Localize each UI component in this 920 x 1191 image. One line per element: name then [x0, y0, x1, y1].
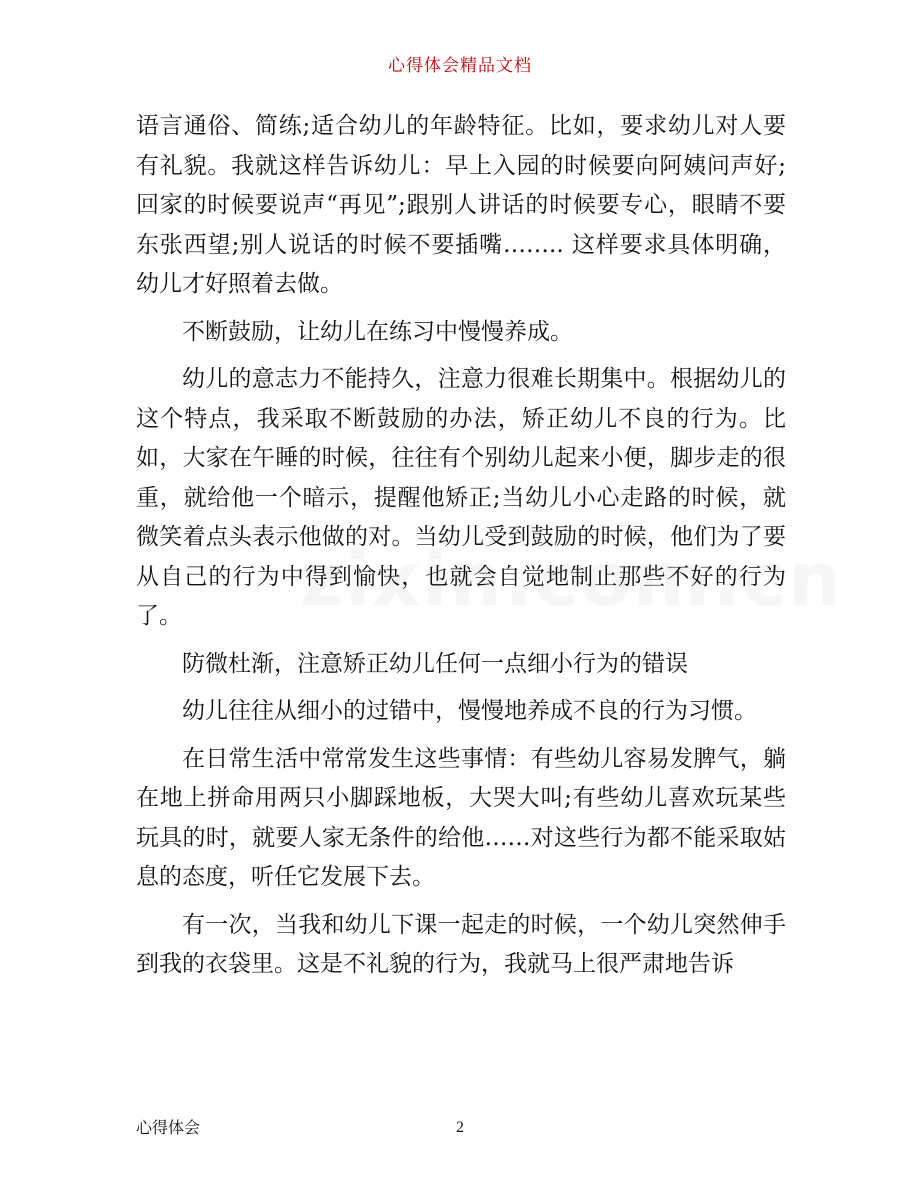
paragraph: 有一次，当我和幼儿下课一起走的时候，一个幼儿突然伸手到我的衣袋里。这是不礼貌的行为，我就马上很严肃地告诉 [136, 911, 786, 977]
paragraph: 语言通俗、简练;适合幼儿的年龄特征。比如，要求幼儿对人要有礼貌。我就这样告诉幼儿：早上入园的时候要向阿姨问声好;回家的时候要说声“再见”;跟别人讲话的时候要专心，眼睛不要东张西望;别人说话的时候不要插嘴…….. 这样要求具体明确，幼儿才好照着去做。 [136, 113, 786, 297]
paragraph: 幼儿往往从细小的过错中，慢慢地养成不良的行为习惯。 [182, 698, 757, 724]
document-body [136, 107, 786, 993]
paragraph: 防微杜渐，注意矫正幼儿任何一点细小行为的错误 [182, 650, 688, 677]
paragraph: 不断鼓励，让幼儿在练习中慢慢养成。 [182, 318, 573, 345]
paragraph: 幼儿的意志力不能持久，注意力很难长期集中。根据幼儿的这个特点，我采取不断鼓励的办法，矫正幼儿不良的行为。比如，大家在午睡的时候，往往有个别幼儿起来小便，脚步走的很重，就给他一个暗示，提醒他矫正;当幼儿小心走路的时候，就微笑着点头表示他做的对。当幼儿受到鼓励的时候，他们为了要从自己的行为中得到愉快，也就会自觉地制止那些不好的行为了。 [136, 366, 786, 629]
paragraph: 在日常生活中常常发生这些事情：有些幼儿容易发脾气，躺在地上拼命用两只小脚踩地板，大哭大叫;有些幼儿喜欢玩某些玩具的时，就要人家无条件的给他……对这些行为都不能采取姑息的态度，听任它发展下去。 [136, 745, 786, 890]
page-header-title: 心得体会精品文档 [388, 56, 532, 76]
page-number: 2 [456, 1119, 464, 1136]
footer-label: 心得体会 [136, 1118, 201, 1137]
